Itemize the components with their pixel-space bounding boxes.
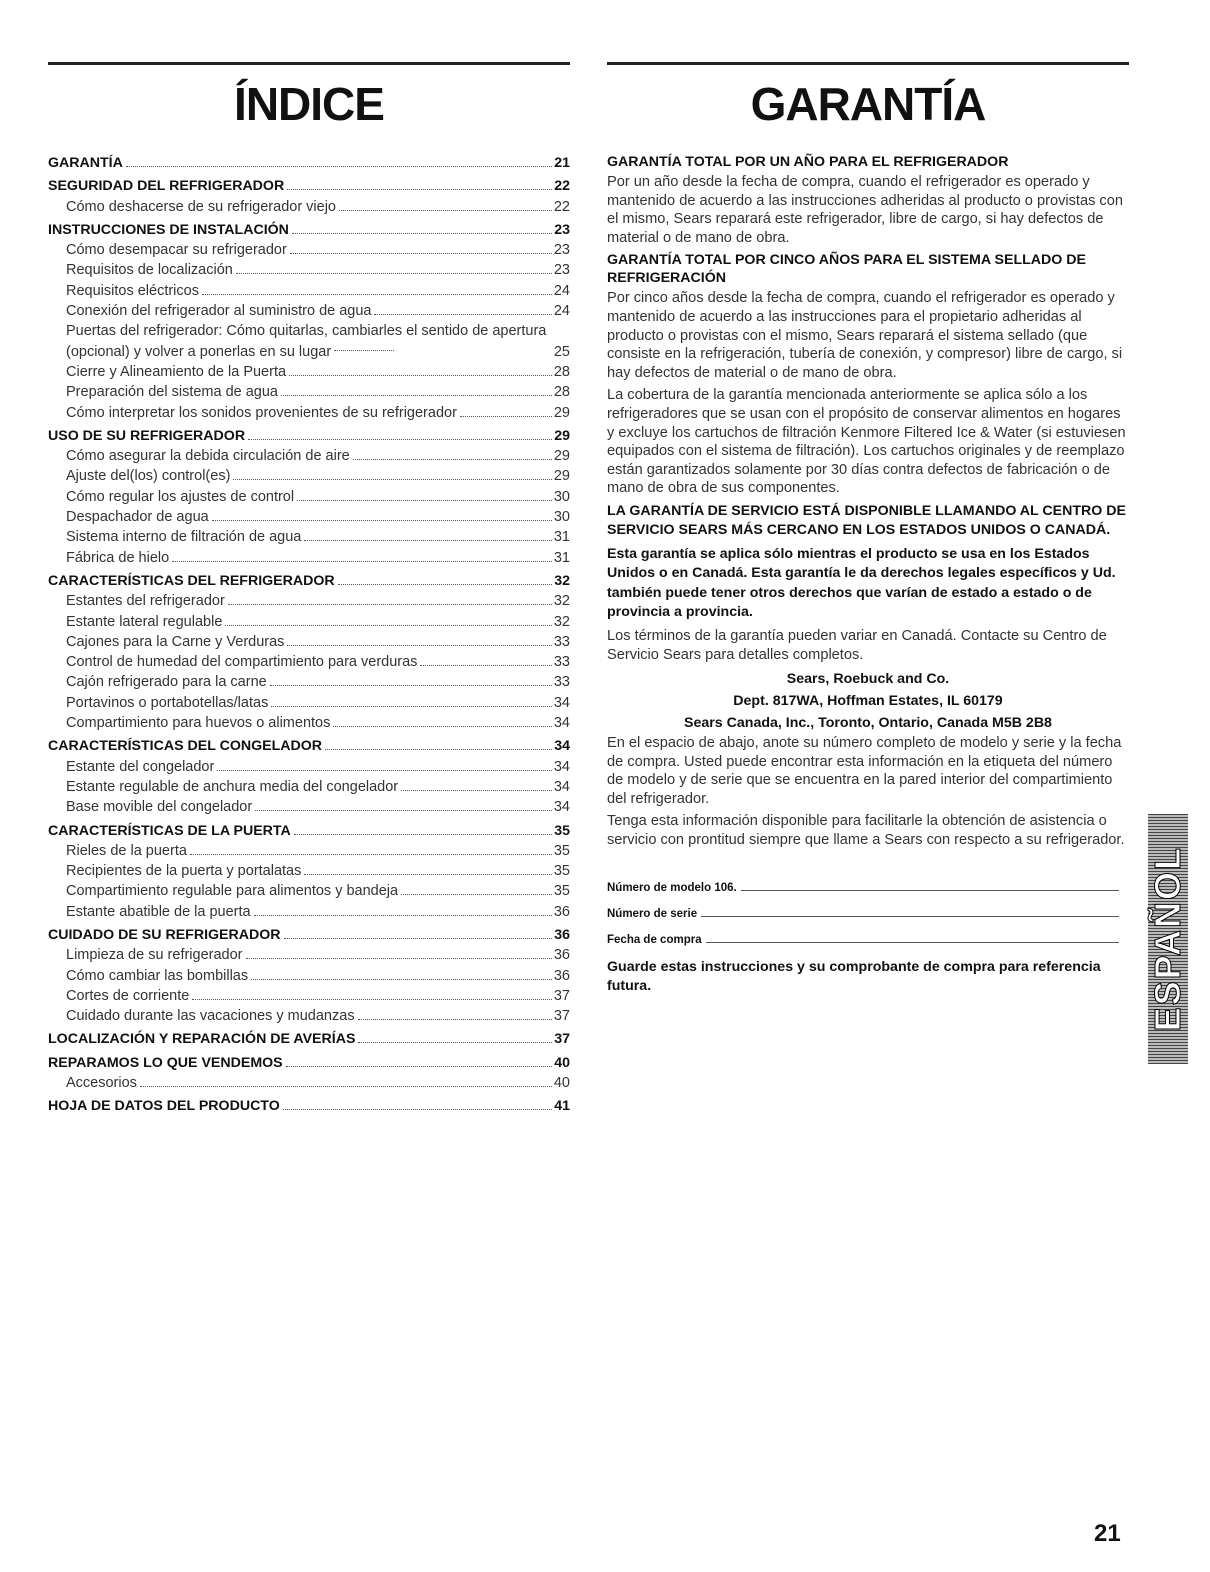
toc-subsection[interactable] — [48, 548, 570, 568]
dot-leader — [304, 540, 551, 541]
toc-entry-title: Estantes del refrigerador — [66, 593, 225, 610]
toc-entry-page: 23 — [553, 242, 570, 259]
toc-entry-page: 34 — [553, 694, 570, 711]
toc-subsection[interactable] — [48, 466, 570, 486]
dot-leader — [281, 395, 552, 396]
toc-subsection[interactable] — [48, 841, 570, 861]
dot-leader — [140, 1086, 552, 1087]
toc-entry-page: 37 — [554, 1031, 570, 1048]
toc-entry-title: Cómo interpretar los sonidos provenientes de su refrigerador — [66, 404, 457, 421]
toc-subsection[interactable] — [48, 382, 570, 402]
toc-entry-page: 32 — [553, 613, 570, 630]
dot-leader — [284, 938, 553, 939]
dot-leader — [353, 459, 552, 460]
toc-entry-title: Recipientes de la puerta y portalatas — [66, 863, 302, 880]
toc-entry-page: 29 — [553, 468, 570, 485]
toc-entry-page: 36 — [553, 967, 570, 984]
dot-leader — [251, 979, 552, 980]
toc-entry-title: Estante abatible de la puerta — [66, 903, 251, 920]
toc-entry-page: 34 — [553, 778, 570, 795]
toc-entry-title: USO DE SU REFRIGERADOR — [48, 427, 246, 444]
dot-leader — [304, 874, 551, 875]
toc-entry-title: Cómo asegurar la debida circulación de aire — [66, 448, 350, 465]
toc-entry-page: 33 — [553, 674, 570, 691]
toc-entry-title: Control de humedad del compartimiento para verduras — [66, 654, 418, 671]
toc-entry-page: 32 — [553, 593, 570, 610]
toc-entry-page: 29 — [554, 427, 570, 444]
address-line-2: Dept. 817WA, Hoffman Estates, IL 60179 — [733, 693, 1003, 710]
dot-leader — [401, 894, 552, 895]
toc-entry-page: 41 — [554, 1098, 570, 1115]
toc-entry-title: Rieles de la puerta — [66, 842, 187, 859]
toc-entry-title: CARACTERÍSTICAS DEL REFRIGERADOR — [48, 572, 335, 589]
serial-number-field[interactable] — [607, 906, 1119, 920]
toc-entry-page: 31 — [553, 529, 570, 546]
toc-entry-page: 36 — [554, 926, 570, 943]
dot-leader — [126, 166, 552, 167]
five-year-heading: GARANTÍA TOTAL POR CINCO AÑOS PARA EL SISTEMA SELLADO DE REFRIGERACIÓN — [607, 252, 1086, 287]
dot-leader — [339, 210, 552, 211]
toc-entry-page: 25 — [553, 343, 570, 360]
toc-entry-page: 23 — [553, 262, 570, 279]
toc-entry-title: Preparación del sistema de agua — [66, 384, 278, 401]
toc-entry-title: Portavinos o portabotellas/latas — [66, 694, 269, 711]
toc-entry-title: Cómo cambiar las bombillas — [66, 967, 249, 984]
toc-subsection[interactable] — [48, 321, 570, 362]
dot-leader — [287, 189, 552, 190]
toc-entry-title: HOJA DE DATOS DEL PRODUCTO — [48, 1098, 280, 1115]
toc-entry-title: Estante regulable de anchura media del congelador — [66, 778, 399, 795]
toc-subsection[interactable] — [48, 797, 570, 817]
toc-entry-title: Puertas del refrigerador: Cómo quitarlas, cambiarles el sentido de apertura (opcional) y volver a ponerlas en su lugar — [66, 323, 547, 360]
toc-subsection[interactable] — [48, 1006, 570, 1026]
dot-leader — [283, 1109, 552, 1110]
toc-entry-title: Accesorios — [66, 1075, 137, 1092]
toc-entry-page: 34 — [553, 715, 570, 732]
dot-leader — [217, 770, 552, 771]
dot-leader — [271, 706, 552, 707]
toc-subsection[interactable] — [48, 861, 570, 881]
toc-subsection[interactable] — [48, 881, 570, 901]
toc-entry-page: 24 — [553, 303, 570, 320]
toc-section[interactable] — [48, 220, 570, 240]
toc-subsection[interactable] — [48, 197, 570, 217]
dot-leader — [294, 834, 552, 835]
toc-entry-title: Sistema interno de filtración de agua — [66, 529, 302, 546]
toc-entry-page: 35 — [553, 863, 570, 880]
toc-section[interactable] — [48, 176, 570, 196]
toc-subsection[interactable] — [48, 945, 570, 965]
dot-leader — [236, 273, 552, 274]
toc-entry-page: 32 — [554, 572, 570, 589]
toc-entry-title: Compartimiento para huevos o alimentos — [66, 715, 331, 732]
toc-entry-page: 33 — [553, 633, 570, 650]
toc-section[interactable] — [48, 1053, 570, 1073]
toc-entry-title: Cómo desempacar su refrigerador — [66, 242, 287, 259]
toc-subsection[interactable] — [48, 652, 570, 672]
toc-entry-title: Requisitos de localización — [66, 262, 233, 279]
toc-entry-page: 37 — [553, 1008, 570, 1025]
dot-leader — [212, 520, 552, 521]
five-year-text: Por cinco años desde la fecha de compra, cuando el refrigerador es operado y mantenido de acuerdo a las instrucciones para el propietario adheridas al producto o provistas con el mismo, Sears reparará el sistema sellado (que consiste en la refrigeración, tubería de conexión, y compresor) libre de cargo, si hay defectos de material o de mano de obra. — [607, 290, 1123, 381]
warranty-title: GARANTÍA — [750, 78, 986, 130]
toc-subsection[interactable] — [48, 713, 570, 733]
dot-leader — [246, 958, 552, 959]
save-text: Guarde estas instrucciones y su comprobante de compra para referencia futura. — [607, 958, 1101, 995]
toc-section[interactable] — [48, 153, 570, 173]
model-number-field[interactable] — [607, 880, 1119, 894]
toc-entry-title: Despachador de agua — [66, 509, 209, 526]
dot-leader — [289, 375, 552, 376]
toc-subsection[interactable] — [48, 986, 570, 1006]
dot-leader — [297, 500, 552, 501]
dot-leader — [292, 233, 552, 234]
toc-subsection[interactable] — [48, 902, 570, 922]
toc-subsection[interactable] — [48, 757, 570, 777]
toc-entry-page: 34 — [553, 799, 570, 816]
service-heading: LA GARANTÍA DE SERVICIO ESTÁ DISPONIBLE LLAMANDO AL CENTRO DE SERVICIO SEARS MÁS CERCANO EN LOS ESTADOS UNIDOS O CANADÁ. — [607, 502, 1126, 539]
toc-entry-title: Limpieza de su refrigerador — [66, 947, 243, 964]
toc-subsection[interactable] — [48, 966, 570, 986]
serial-number-line[interactable] — [701, 906, 1119, 917]
toc-subsection[interactable] — [48, 612, 570, 632]
purchase-date-line[interactable] — [706, 932, 1119, 943]
toc-entry-page: 21 — [554, 155, 570, 171]
toc-entry-title: CARACTERÍSTICAS DE LA PUERTA — [48, 822, 291, 839]
toc-entry-page: 36 — [553, 903, 570, 920]
dot-leader — [358, 1042, 552, 1043]
toc-subsection[interactable] — [48, 240, 570, 260]
toc-entry-title: INSTRUCCIONES DE INSTALACIÓN — [48, 221, 289, 238]
toc-subsection[interactable] — [48, 527, 570, 547]
record-text: En el espacio de abajo, anote su número completo de modelo y serie y la fecha de compra. Usted puede encontrar esta información en la etiqueta del número de modelo y de serie que se encuentra en la pared interior del compartimiento del refrigerador. — [607, 735, 1122, 807]
dot-leader — [420, 665, 551, 666]
toc-entry-page: 31 — [553, 549, 570, 566]
dot-leader — [334, 350, 394, 351]
toc-section[interactable] — [48, 571, 570, 591]
dot-leader — [338, 584, 553, 585]
toc-column — [48, 62, 570, 1117]
toc-entry-title: LOCALIZACIÓN Y REPARACIÓN DE AVERÍAS — [48, 1031, 356, 1048]
toc-entry-title: Estante del congelador — [66, 758, 215, 775]
keep-text: Tenga esta información disponible para facilitarle la obtención de asistencia o servicio con prontitud siempre que llame a Sears con respecto a su refrigerador. — [607, 813, 1125, 849]
serial-number-label: Número de serie — [607, 907, 698, 920]
one-year-heading: GARANTÍA TOTAL POR UN AÑO PARA EL REFRIGERADOR — [607, 154, 1009, 170]
dot-leader — [254, 915, 552, 916]
toc-entry-title: Compartimiento regulable para alimentos y bandeja — [66, 883, 399, 900]
dot-leader — [172, 561, 552, 562]
dot-leader — [358, 1019, 552, 1020]
toc-subsection[interactable] — [48, 487, 570, 507]
warranty-top-rule — [607, 62, 1129, 65]
purchase-date-field[interactable] — [607, 932, 1119, 946]
coverage-text: La cobertura de la garantía mencionada anteriormente se aplica sólo a los refrigeradores que se usan con el propósito de conservar alimentos en hogares y excluye los cartuchos de filtración Kenmore Filtered Ice & Water (si estuviesen equipados con el sistema de filtración). Los cartuchos originales y de reemplazo están garantizados solamente por 30 días contra defectos de fabricación o de mano de obra de sus componentes. — [607, 387, 1126, 497]
dot-leader — [192, 999, 552, 1000]
dot-leader — [374, 314, 551, 315]
toc-entry-title: Cierre y Alineamiento de la Puerta — [66, 363, 287, 380]
dot-leader — [228, 604, 552, 605]
toc-entry-title: Cortes de corriente — [66, 987, 190, 1004]
toc-entry-page: 34 — [554, 738, 570, 755]
toc-entry-page: 30 — [553, 509, 570, 526]
toc-entry-page: 23 — [554, 221, 570, 238]
toc-subsection[interactable] — [48, 672, 570, 692]
terms-text: Los términos de la garantía pueden variar en Canadá. Contacte su Centro de Servicio Sears para detalles completos. — [607, 627, 1107, 663]
toc-entry-title: Conexión del refrigerador al suministro de agua — [66, 303, 372, 320]
toc-entry-page: 36 — [553, 947, 570, 964]
toc-entry-page: 30 — [553, 488, 570, 505]
toc-section[interactable] — [48, 426, 570, 446]
toc-entry-title: Cómo deshacerse de su refrigerador viejo — [66, 198, 336, 215]
toc-entry-title: Base movible del congelador — [66, 799, 253, 816]
toc-section[interactable] — [48, 736, 570, 756]
purchase-date-label: Fecha de compra — [607, 933, 702, 946]
toc-entry-title: Estante lateral regulable — [66, 613, 223, 630]
toc-top-rule — [48, 62, 570, 65]
toc-entry-page: 37 — [553, 987, 570, 1004]
language-tab-label: ESPAÑOL — [1147, 846, 1188, 1032]
dot-leader — [290, 253, 552, 254]
toc-entry-title: Fábrica de hielo — [66, 549, 170, 566]
toc-subsection[interactable] — [48, 632, 570, 652]
dot-leader — [270, 685, 552, 686]
toc-entry-title: CARACTERÍSTICAS DEL CONGELADOR — [48, 738, 323, 755]
toc-entry-page: 40 — [554, 1054, 570, 1071]
warranty-column — [607, 62, 1129, 1001]
toc-subsection[interactable] — [48, 362, 570, 382]
toc-entry-page: 22 — [553, 198, 570, 215]
dot-leader — [255, 810, 552, 811]
toc-section[interactable] — [48, 1029, 570, 1049]
toc-entry-page: 40 — [553, 1075, 570, 1092]
toc-entry-title: Cajón refrigerado para la carne — [66, 674, 267, 691]
toc-title: ÍNDICE — [234, 78, 384, 130]
toc-entry-title: Cómo regular los ajustes de control — [66, 488, 295, 505]
address-line-3: Sears Canada, Inc., Toronto, Ontario, Canada M5B 2B8 — [684, 715, 1052, 732]
toc-section[interactable] — [48, 925, 570, 945]
dot-leader — [286, 1066, 553, 1067]
toc-entry-title: Cajones para la Carne y Verduras — [66, 633, 285, 650]
dot-leader — [190, 854, 552, 855]
dot-leader — [233, 479, 551, 480]
toc-entry-title: Requisitos eléctricos — [66, 282, 199, 299]
dot-leader — [202, 294, 552, 295]
toc-entry-title: REPARAMOS LO QUE VENDEMOS — [48, 1054, 283, 1071]
toc-entry-title: Ajuste del(los) control(es) — [66, 468, 231, 485]
toc-entry-title: Cuidado durante las vacaciones y mudanzas — [66, 1008, 355, 1025]
toc-section[interactable] — [48, 1096, 570, 1116]
toc-entry-page: 28 — [553, 384, 570, 401]
toc-subsection[interactable] — [48, 446, 570, 466]
toc-entry-title: CUIDADO DE SU REFRIGERADOR — [48, 926, 281, 943]
toc-entry-page: 28 — [553, 363, 570, 380]
dot-leader — [401, 790, 552, 791]
toc-subsection[interactable] — [48, 591, 570, 611]
dot-leader — [460, 416, 552, 417]
toc-entry-page: 35 — [553, 883, 570, 900]
applies-text: Esta garantía se aplica sólo mientras el producto se usa en los Estados Unidos o en Canadá. Esta garantía le da derechos legales específicos y Ud. también puede tener otros derechos que varían de estado a estado o de provincia a provincia. — [607, 545, 1116, 621]
toc-subsection[interactable] — [48, 281, 570, 301]
toc-entry-page: 22 — [554, 178, 570, 195]
toc-subsection[interactable] — [48, 260, 570, 280]
toc-entry-title: SEGURIDAD DEL REFRIGERADOR — [48, 178, 285, 195]
address-line-1: Sears, Roebuck and Co. — [786, 671, 950, 688]
dot-leader — [333, 726, 552, 727]
toc-subsection[interactable] — [48, 777, 570, 797]
toc-subsection[interactable] — [48, 403, 570, 423]
toc-list — [48, 153, 570, 1117]
dot-leader — [287, 645, 551, 646]
toc-section[interactable] — [48, 821, 570, 841]
language-side-tab — [1148, 814, 1188, 1064]
toc-subsection[interactable] — [48, 1073, 570, 1093]
toc-entry-page: 33 — [553, 654, 570, 671]
dot-leader — [248, 439, 552, 440]
toc-entry-page: 29 — [553, 404, 570, 421]
dot-leader — [225, 625, 551, 626]
toc-subsection[interactable] — [48, 693, 570, 713]
toc-entry-page: 29 — [553, 448, 570, 465]
toc-entry-page: 34 — [553, 758, 570, 775]
toc-entry-title: GARANTÍA — [48, 155, 123, 171]
page-number: 21 — [1094, 1520, 1121, 1547]
toc-entry-page: 35 — [553, 842, 570, 859]
toc-subsection[interactable] — [48, 301, 570, 321]
toc-entry-page: 35 — [554, 822, 570, 839]
model-number-label: Número de modelo 106. — [607, 881, 737, 894]
dot-leader — [325, 749, 552, 750]
one-year-text: Por un año desde la fecha de compra, cuando el refrigerador es operado y mantenido de acuerdo a las instrucciones adheridas al producto o provistas con el mismo, Sears reparará este refrigerador, libre de cargo, si hay defectos de material o de mano de obra. — [607, 174, 1123, 246]
model-number-line[interactable] — [741, 880, 1119, 891]
toc-subsection[interactable] — [48, 507, 570, 527]
toc-entry-page: 24 — [553, 282, 570, 299]
